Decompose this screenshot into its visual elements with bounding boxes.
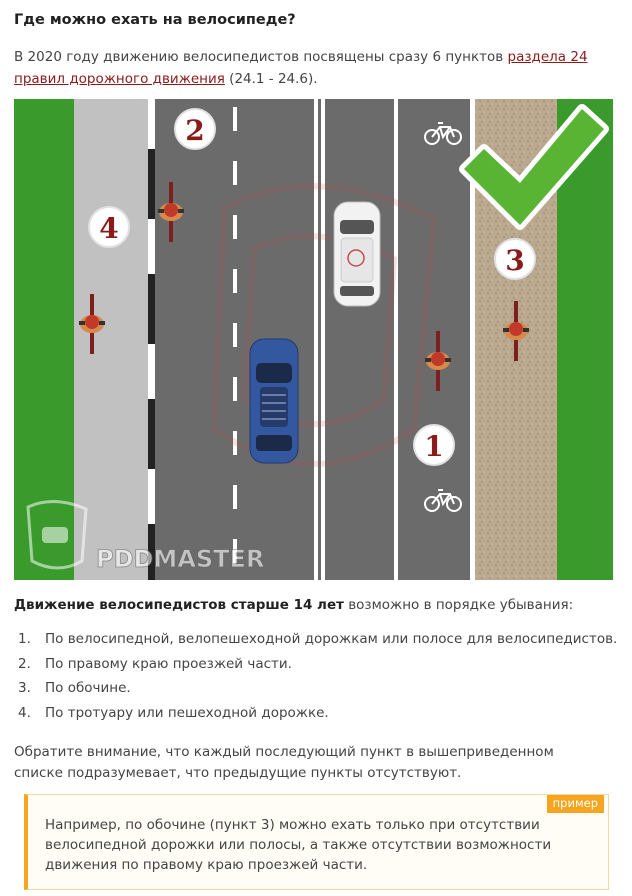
example-text: Например, по обочине (пункт 3) можно ехать только при отсутствии велосипедной дорожки или полосы, а также отсутствии возможности движения по правому краю проезжей части. xyxy=(45,817,552,873)
white-car xyxy=(334,202,380,306)
list-item xyxy=(18,704,617,729)
marker-2-badge xyxy=(175,109,215,149)
list-item xyxy=(18,630,617,655)
list-item xyxy=(18,679,617,704)
road-scene-svg xyxy=(14,99,613,580)
marker-3-label: 3 xyxy=(505,244,525,277)
intro-paragraph xyxy=(14,46,620,90)
watermark-text: PDDMASTER xyxy=(96,545,265,573)
example-callout xyxy=(24,794,609,890)
example-tag: пример xyxy=(547,795,604,813)
list-item-number: 2. xyxy=(18,655,31,672)
note-paragraph: Обратите внимание, что каждый последующий пункт в вышеприведенном списке подразумевает, что предыдущие пункты отсутствуют. xyxy=(14,744,554,781)
list-item-number: 4. xyxy=(18,704,31,721)
center-dashed-line xyxy=(233,107,237,563)
rules-section-link[interactable]: раздела 24 правил дорожного движения xyxy=(14,49,588,87)
page-heading: Где можно ехать на велосипеде? xyxy=(14,12,296,28)
road-illustration xyxy=(14,99,613,580)
marker-1-label: 1 xyxy=(424,430,444,463)
list-item-number: 1. xyxy=(18,631,31,647)
list-item-text: По правому краю проезжей части. xyxy=(45,655,292,672)
list-item-text: По велосипедной, велопешеходной дорожкам или полосе для велосипедистов. xyxy=(45,631,618,647)
priority-list xyxy=(18,630,617,728)
lead-rest-text: возможно в порядке убывания: xyxy=(343,597,574,613)
marker-4-badge xyxy=(89,207,129,247)
intro-text-after: (24.1 - 24.6). xyxy=(224,71,318,87)
marker-3-badge xyxy=(495,239,535,279)
blue-car xyxy=(250,339,298,463)
list-item-text: По тротуару или пешеходной дорожке. xyxy=(45,704,329,721)
bike-lane-line xyxy=(394,99,398,580)
double-solid-line-left xyxy=(314,99,318,580)
lead-paragraph xyxy=(14,597,620,613)
lead-bold-text: Движение велосипедистов старше 14 лет xyxy=(14,597,344,613)
double-solid-line-right xyxy=(321,99,325,580)
list-item xyxy=(18,655,617,680)
list-item-number: 3. xyxy=(18,680,31,696)
marker-4-label: 4 xyxy=(99,212,119,245)
list-item-text: По обочине. xyxy=(45,680,131,696)
left-grass xyxy=(14,99,74,580)
marker-2-label: 2 xyxy=(185,114,205,147)
intro-text-before: В 2020 году движению велосипедистов посвящены сразу 6 пунктов xyxy=(14,49,508,65)
marker-1-badge xyxy=(414,425,454,465)
